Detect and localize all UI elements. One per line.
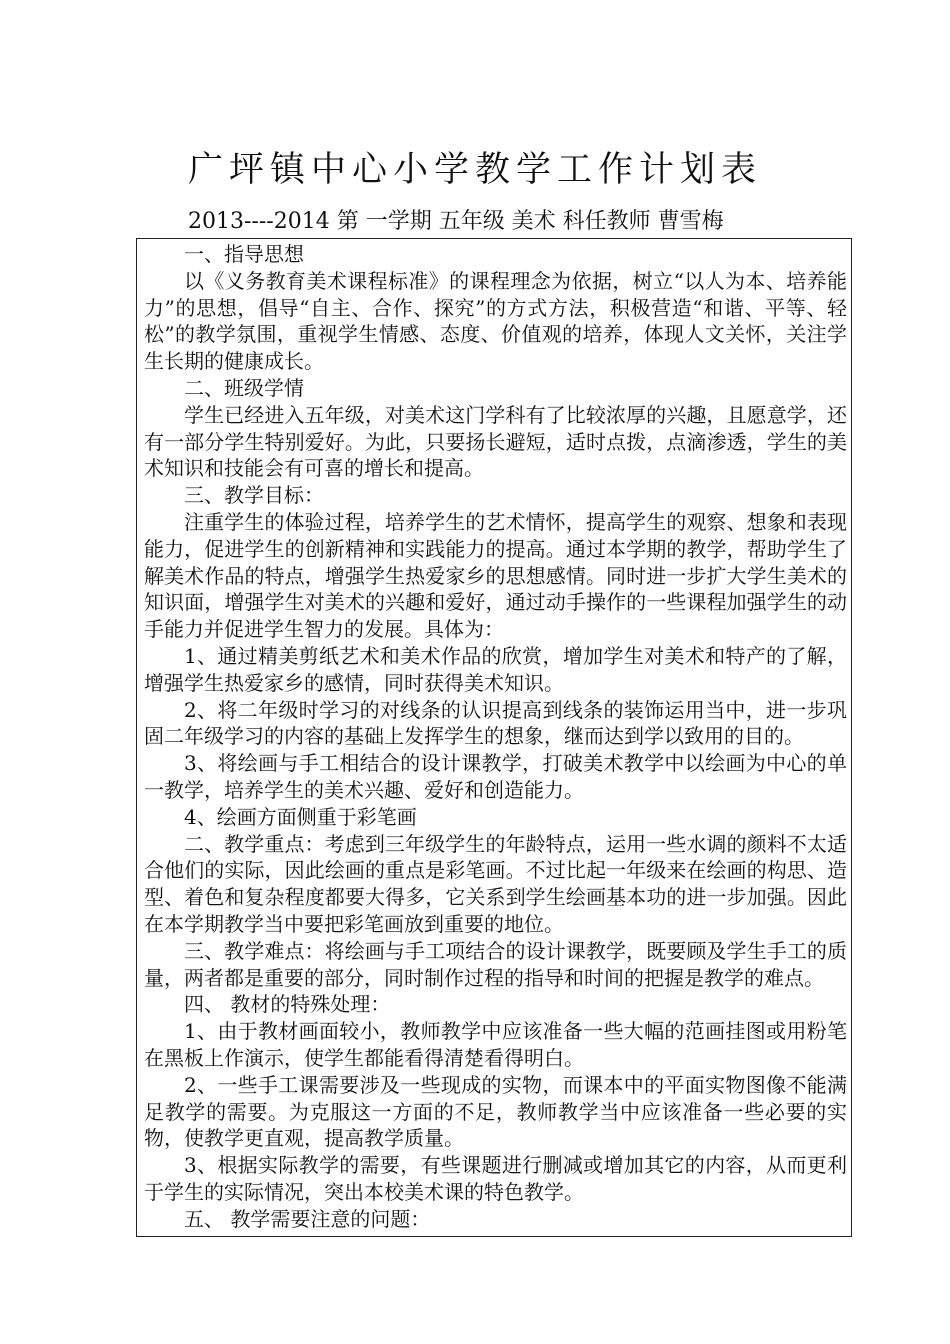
list-item: 1、由于教材画面较小，教师教学中应该准备一些大幅的范画挂图或用粉笔在黑板上作演示，使学生都能看得清楚看得明白。 [144, 1019, 847, 1070]
paragraph-teaching-difficulty: 三、教学难点：将绘画与手工项结合的设计课教学，既要顾及学生手工的质量，两者都是重要的部分，同时制作过程的指导和时间的把握是教学的难点。 [144, 938, 847, 990]
section-heading-guiding-ideology: 一、指导思想 [184, 242, 304, 266]
list-item: 1、通过精美剪纸艺术和美术作品的欣赏，增加学生对美术和特产的了解，增强学生热爱家乡的感情，同时获得美术知识。 [144, 643, 847, 695]
list-item: 3、根据实际教学的需要，有些课题进行删减或增加其它的内容，从而更利于学生的实际情况，突出本校美术课的特色教学。 [144, 1153, 847, 1204]
list-item: 2、一些手工课需要涉及一些现成的实物，而课本中的平面实物图像不能满足教学的需要。为克服这一方面的不足，教师教学当中应该准备一些必要的实物，使教学更直观，提高教学质量。 [144, 1072, 847, 1151]
list-item: 2、将二年级时学习的对线条的认识提高到线条的装饰运用当中，进一步巩固二年级学习的内容的基础上发挥学生的想象，继而达到学以致用的目的。 [144, 697, 847, 749]
paragraph: 以《义务教育美术课程标准》的课程理念为依据，树立“以人为本、培养能力”的思想，倡导“自主、合作、探究”的方式方法，积极营造“和谐、平等、轻松”的教学氛围，重视学生情感、态度、价值观的培养，体现人文关怀，关注学生长期的健康成长。 [144, 268, 847, 374]
section-heading-class-situation: 二、班级学情 [184, 375, 304, 400]
list-item: 4、绘画方面侧重于彩笔画 [184, 804, 417, 829]
document-title: 广坪镇中心小学教学工作计划表 [187, 150, 762, 190]
section-heading-teaching-goals: 三、教学目标： [184, 483, 324, 508]
list-item: 3、将绘画与手工相结合的设计课教学，打破美术教学中以绘画为中心的单一教学，培养学生的美术兴趣、爱好和创造能力。 [144, 751, 847, 802]
paragraph-teaching-focus: 二、教学重点：考虑到三年级学生的年龄特点，运用一些水调的颜料不太适合他们的实际，因此绘画的重点是彩笔画。不过比起一年级来在绘画的构思、造型、着色和复杂程度都要大得多，它关系到学生绘画基本功的进一步加强。因此在本学期教学当中要把彩笔画放到重要的地位。 [144, 831, 847, 936]
section-heading-textbook-handling: 四、 教材的特殊处理： [184, 992, 391, 1017]
paragraph: 学生已经进入五年级，对美术这门学科有了比较浓厚的兴趣，且愿意学，还有一部分学生特别爱好。为此，只要扬长避短，适时点拨，点滴渗透，学生的美术知识和技能会有可喜的增长和提高。 [144, 402, 847, 481]
plan-content [144, 241, 847, 1232]
section-heading-notes: 五、 教学需要注意的问题： [184, 1206, 431, 1231]
document-subtitle: 2013----2014 第 一学期 五年级 美术 科任教师 曹雪梅 [186, 207, 726, 239]
paragraph: 注重学生的体验过程，培养学生的艺术情怀，提高学生的观察、想象和表现能力，促进学生的创新精神和实践能力的提高。通过本学期的教学，帮助学生了解美术作品的特点，增强学生热爱家乡的思想感情。同时进一步扩大学生美术的知识面，增强学生对美术的兴趣和爱好，通过动手操作的一些课程加强学生的动手能力并促进学生智力的发展。具体为： [144, 509, 847, 642]
